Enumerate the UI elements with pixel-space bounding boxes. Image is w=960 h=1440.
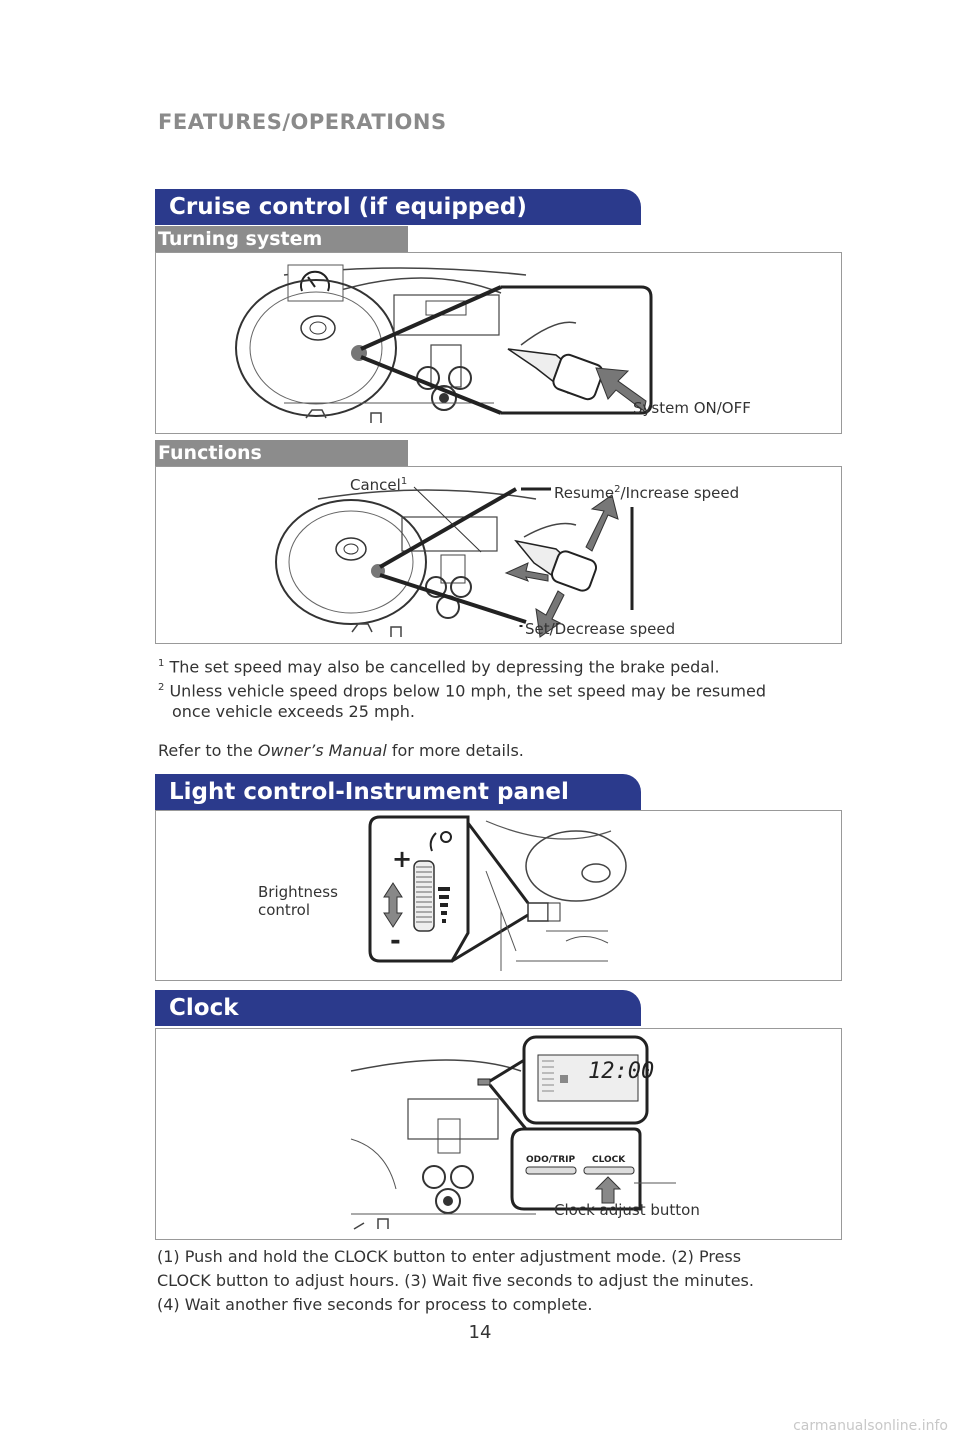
section-header-clock: Clock <box>155 990 641 1026</box>
label-set-decrease: Set/Decrease speed <box>525 620 676 638</box>
page-header: FEATURES/OPERATIONS <box>158 110 447 134</box>
section-header-light: Light control-Instrument panel <box>155 774 641 810</box>
page-number: 14 <box>468 1322 492 1343</box>
section-header-cruise: Cruise control (if equipped) <box>155 189 641 225</box>
sub-header-onoff: Turning system <box>155 226 408 252</box>
label-clock-button: CLOCK <box>592 1155 626 1165</box>
sub-header-functions: Functions <box>155 440 408 466</box>
figure-cruise-onoff <box>155 252 842 434</box>
label-odo-trip-button: ODO/TRIP <box>526 1155 576 1165</box>
clock-display-time: 12:00 <box>588 1059 655 1084</box>
figure-light-control <box>155 810 842 981</box>
label-resume: Resume$^2$/Increase speed <box>554 484 740 502</box>
watermark: carmanualsonline.info <box>793 1418 948 1434</box>
figure-clock <box>155 1028 842 1240</box>
svg-text:+: + <box>392 845 413 873</box>
label-cancel: Cancel$^1$ <box>350 476 408 494</box>
footnote-2-cont: once vehicle exceeds 25 mph. <box>172 702 415 721</box>
cruise-indicator-icon <box>288 265 343 301</box>
svg-text:-: - <box>390 926 401 956</box>
fuel-icon <box>560 1075 568 1083</box>
refer-manual-text: Refer to the Owner’s Manual for more details. <box>158 741 524 760</box>
footnote-1: $^1$ The set speed may also be cancelled by depressing the brake pedal. <box>158 657 720 677</box>
figure-cruise-functions <box>155 466 842 644</box>
clock-instructions-line1: (1) Push and hold the CLOCK button to enter adjustment mode. (2) Press <box>157 1247 742 1266</box>
label-brightness-control: Brightness control <box>258 883 338 919</box>
label-system-onoff: System ON/OFF <box>633 399 751 417</box>
label-clock-adjust: Clock adjust button <box>554 1201 700 1219</box>
footnote-2: $^2$ Unless vehicle speed drops below 10 mph, the set speed may be resumed <box>158 681 766 701</box>
clock-instructions-line3: (4) Wait another five seconds for process to complete. <box>157 1295 593 1314</box>
clock-instructions-line2: CLOCK button to adjust hours. (3) Wait five seconds to adjust the minutes. <box>157 1271 754 1290</box>
